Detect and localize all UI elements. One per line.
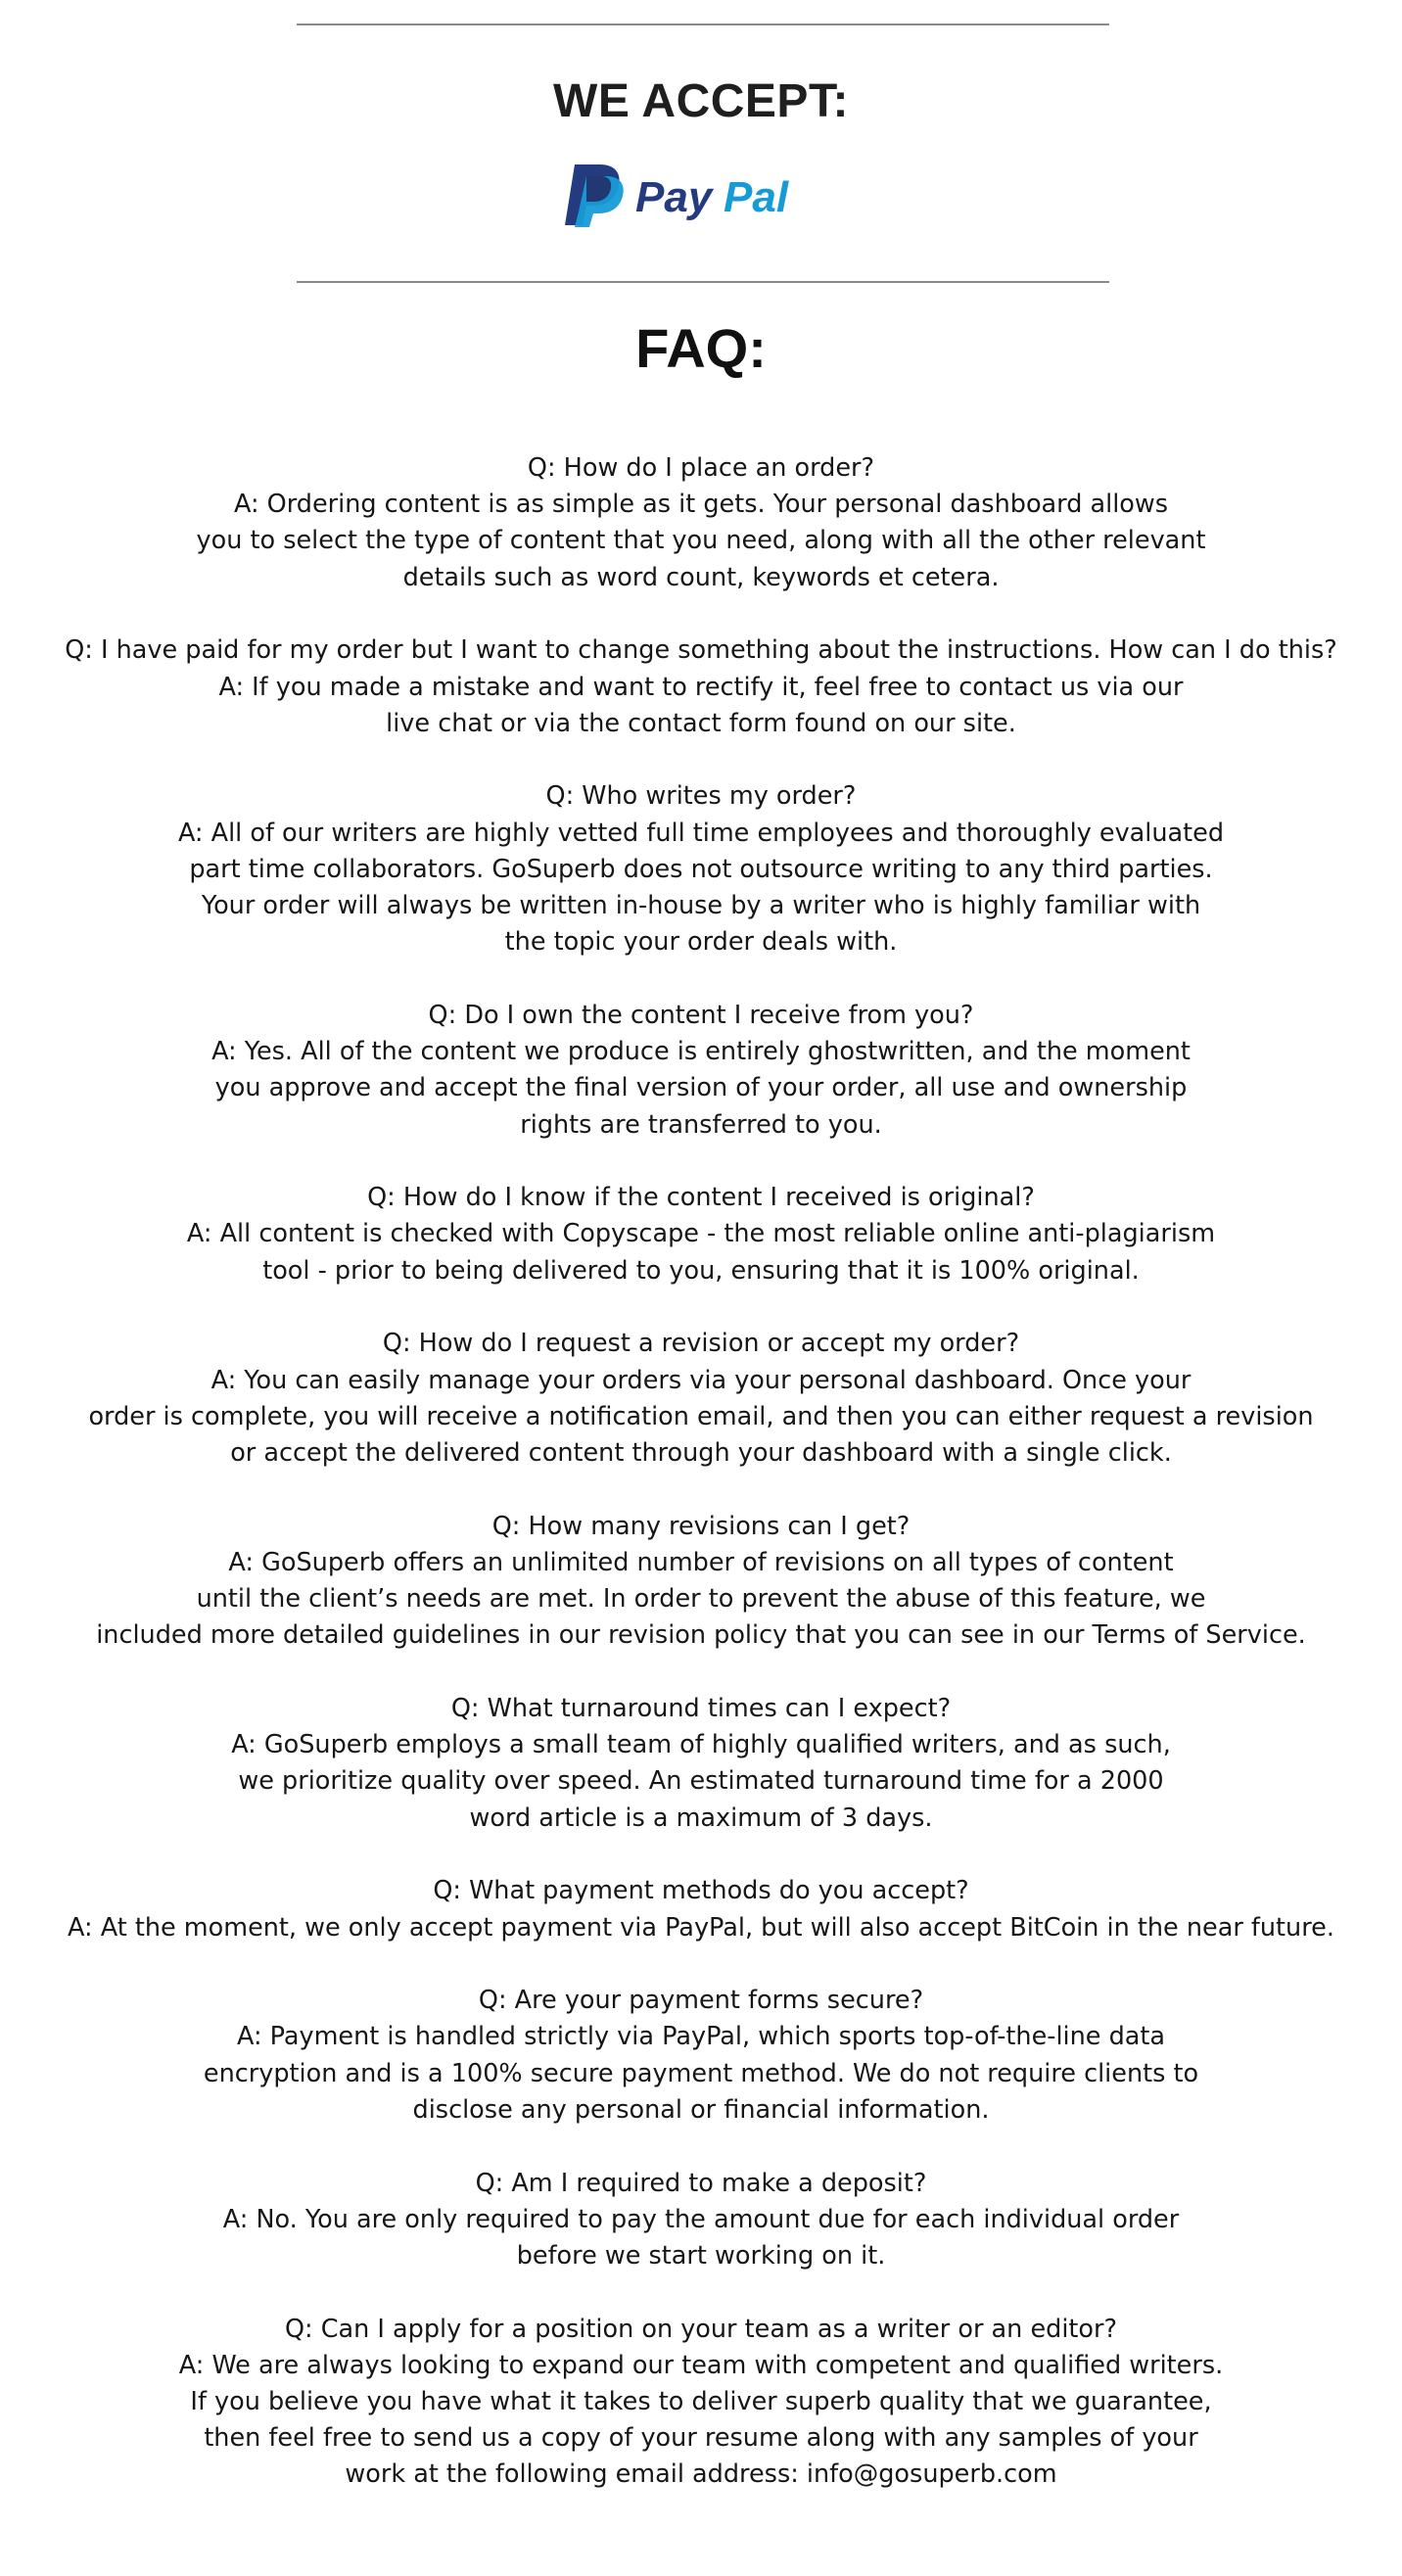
faq-answer-line: If you believe you have what it takes to deliver superb quality that we guarantee, <box>190 2387 1212 2417</box>
faq-answer-line: then feel free to send us a copy of your resume along with any samples of your <box>204 2423 1198 2454</box>
faq-answer-line: word article is a maximum of 3 days. <box>469 1803 933 1833</box>
faq-answer-line: tool - prior to being delivered to you, ensuring that it is 100% original. <box>262 1255 1140 1286</box>
faq-question: Q: What payment methods do you accept? <box>433 1876 969 1906</box>
faq-question: Q: Am I required to make a deposit? <box>475 2168 927 2198</box>
faq-answer-line: work at the following email address: info@gosuperb.com <box>345 2459 1057 2490</box>
faq-heading: FAQ: <box>635 317 767 379</box>
paypal-p-icon <box>565 164 624 227</box>
faq-item <box>39 2312 1363 2494</box>
faq-answer-line: A: Ordering content is as simple as it gets. Your personal dashboard allows <box>233 490 1169 520</box>
paypal-logo-pay: Pay <box>635 173 713 221</box>
faq-answer-line: A: At the moment, we only accept payment via PayPal, but will also accept BitCoin in the near future. <box>68 1912 1334 1943</box>
faq-answer-line: rights are transferred to you. <box>520 1109 882 1140</box>
faq-answer-line: Your order will always be written in-house by a writer who is highly familiar with <box>201 891 1201 921</box>
faq-item <box>39 998 1363 1144</box>
faq-answer-line: A: Yes. All of the content we produce is entirely ghostwritten, and the moment <box>211 1037 1191 1067</box>
faq-answer-line: before we start working on it. <box>516 2240 886 2271</box>
faq-answer-line: part time collaborators. GoSuperb does not outsource writing to any third parties. <box>189 854 1213 884</box>
faq-item <box>39 1326 1363 1472</box>
faq-question: Q: I have paid for my order but I want to change something about the instructions. How can I do this? <box>65 635 1337 666</box>
faq-answer-line: A: All of our writers are highly vetted full time employees and thoroughly evaluated <box>177 818 1225 848</box>
faq-item <box>39 778 1363 960</box>
faq-question: Q: How do I know if the content I received is original? <box>367 1183 1035 1213</box>
faq-answer-line: live chat or via the contact form found on our site. <box>386 708 1016 738</box>
faq-answer-line: you to select the type of content that you need, along with all the other relevant <box>196 526 1206 556</box>
faq-answer-line: encryption and is a 100% secure payment method. We do not require clients to <box>203 2058 1199 2088</box>
faq-item <box>39 1691 1363 1837</box>
faq-answer-line: A: If you made a mistake and want to rectify it, feel free to contact us via our <box>218 672 1184 702</box>
faq-item <box>39 2166 1363 2275</box>
middle-divider <box>297 281 1109 283</box>
paypal-logo <box>563 163 818 229</box>
faq-answer-line: A: GoSuperb employs a small team of highly qualified writers, and as such, <box>231 1730 1171 1760</box>
faq-answer-line: or accept the delivered content through your dashboard with a single click. <box>230 1437 1172 1468</box>
faq-answer-line: you approve and accept the final version of your order, all use and ownership <box>214 1073 1188 1103</box>
faq-question: Q: Who writes my order? <box>545 781 857 812</box>
faq-item <box>39 1873 1363 1945</box>
faq-answer-line: included more detailed guidelines in our revision policy that you can see in our Terms of Service. <box>96 1620 1306 1651</box>
faq-item <box>39 1983 1363 2129</box>
faq-question: Q: Do I own the content I receive from you? <box>428 1000 974 1030</box>
faq-item <box>39 1509 1363 1655</box>
faq-answer-line: A: We are always looking to expand our team with competent and qualified writers. <box>178 2350 1224 2380</box>
faq-answer-line: the topic your order deals with. <box>504 927 898 958</box>
faq-answer-line: disclose any personal or financial information. <box>412 2094 990 2125</box>
faq-answer-line: details such as word count, keywords et cetera. <box>402 562 1000 592</box>
faq-item <box>39 450 1363 596</box>
faq-question: Q: How do I place an order? <box>527 453 875 483</box>
faq-answer-line: until the client’s needs are met. In order to prevent the abuse of this feature, we <box>196 1584 1206 1615</box>
faq-answer-line: A: Payment is handled strictly via PayPal, which sports top-of-the-line data <box>236 2022 1166 2052</box>
faq-list <box>39 450 1363 2530</box>
faq-question: Q: How do I request a revision or accept my order? <box>382 1329 1020 1359</box>
faq-item <box>39 1180 1363 1289</box>
top-divider <box>297 23 1109 25</box>
faq-question: Q: How many revisions can I get? <box>491 1511 911 1541</box>
we-accept-heading: WE ACCEPT: <box>553 75 849 127</box>
faq-answer-line: A: All content is checked with Copyscape - the most reliable online anti-plagiarism <box>186 1219 1216 1249</box>
faq-answer-line: A: You can easily manage your orders via your personal dashboard. Once your <box>210 1365 1192 1395</box>
faq-answer-line: order is complete, you will receive a notification email, and then you can either request a revision <box>88 1401 1314 1431</box>
faq-question: Q: Can I apply for a position on your team as a writer or an editor? <box>284 2314 1118 2344</box>
faq-question: Q: What turnaround times can I expect? <box>450 1693 952 1723</box>
faq-answer-line: we prioritize quality over speed. An estimated turnaround time for a 2000 <box>238 1766 1164 1797</box>
faq-question: Q: Are your payment forms secure? <box>478 1986 924 2016</box>
faq-item <box>39 632 1363 742</box>
paypal-logo-pal: Pal <box>724 173 789 221</box>
faq-answer-line: A: No. You are only required to pay the amount due for each individual order <box>222 2204 1180 2234</box>
faq-answer-line: A: GoSuperb offers an unlimited number of revisions on all types of content <box>228 1547 1174 1577</box>
